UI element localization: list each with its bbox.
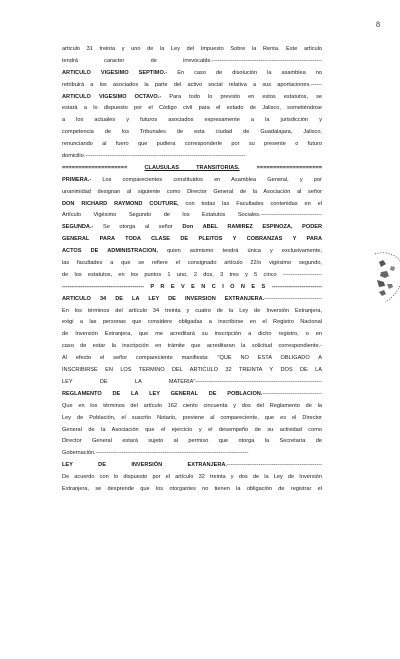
document-line [62, 246, 322, 258]
document-line [62, 329, 322, 341]
line-segment: a los actuales y futuros asociados expresamente a la jurisdicción y [62, 117, 322, 124]
document-line [62, 365, 322, 377]
line-segment: De acuerdo con lo dispuesto por el artículo 32 treinta y dos de la Ley de Inversión [62, 474, 322, 481]
line-segment: Director General estará sujeto al permiso que otorga la Secretaría de [62, 438, 322, 445]
document-line [62, 92, 322, 104]
line-segment: REGLAMENTO DE LA LEY GENERAL DE POBLACION. [62, 390, 263, 397]
line-segment: de Inversión Extranjera, que me acreditará su inscripción a dicho registro, o en [62, 331, 322, 338]
line-segment: quien asimismo tendrá única y exclusivamente, [157, 248, 322, 255]
line-segment: P R E V E N C I O N E S [150, 283, 266, 290]
line-segment: LEY DE LA MATERIA"-------------------------------------------------------------------- [62, 378, 322, 385]
document-line [62, 80, 322, 92]
line-segment: -------------------------------------------- [62, 283, 151, 290]
document-line [62, 210, 322, 222]
document-line [62, 103, 322, 115]
line-segment: renunciando al fuero que pudiera corresponderle por su presente o futuro [62, 141, 322, 148]
document-line [62, 115, 322, 127]
line-segment: PRIMERA.- [62, 176, 92, 183]
line-segment: las facultades a que se refiere el consignado artículo 22/o vigésimo segundo, [62, 260, 322, 267]
line-segment: Don ABEL RAMIREZ ESPINOZA, PODER [182, 224, 322, 231]
document-line [62, 460, 322, 472]
line-segment: ==================== [239, 164, 322, 171]
document-line [62, 163, 322, 175]
line-segment: unanimidad designan al siguiente como Director General de la Asociación al señor [62, 188, 322, 195]
line-segment: Para todo lo previsto en estos estatutos, se [161, 93, 322, 100]
document-line [62, 127, 322, 139]
line-segment: tendrá caracter de irrevocable.----------------------------------------------------------- [62, 57, 322, 64]
line-segment: GENERAL PARA TODA CLASE DE PLEITOS Y COBRANZAS Y PARA [62, 236, 322, 243]
line-segment: ARTICULO VIGESIMO SEPTIMO.- [62, 69, 168, 76]
line-segment: DON RICHARD RAYMOND COUTURE, [62, 200, 179, 207]
line-segment: Artículo Vigésimo Segundo de los Estatutos Sociales.--------------------------------- [62, 212, 322, 219]
line-segment: En caso de disolución la asamblea no [167, 69, 322, 76]
line-segment: Gobernación.---------------------------------------------------------------------------------- [62, 450, 249, 457]
line-segment: INSCRIBIRSE EN LOS TERMINO DEL ARTICULO 32 TREINTA Y DOS DE LA [62, 367, 322, 374]
line-segment: con todas las Facultades contenidas en el [178, 200, 322, 207]
line-segment: Extranjera, se desprende que los otorgantes no tienen la obligación de registrar el [62, 485, 322, 492]
document-line [62, 401, 322, 413]
document-line [62, 222, 322, 234]
line-segment: ==================== [62, 164, 145, 171]
line-segment: domicilio.-------------------------------------------------------------------------------------- [62, 153, 246, 160]
document-line [62, 187, 322, 199]
line-segment: ACTOS DE ADMINISTRACION, [62, 248, 158, 255]
line-segment: estará a lo dispuesto por el Código civil para el estado de Jalisco, sometiéndose [62, 105, 322, 112]
line-segment: Se otorga al señor [93, 224, 183, 231]
line-segment: de los estatutos, en los puntos 1 uno, 2 dos, 3 tres y 5 cinco --------------------- [62, 271, 322, 278]
line-segment: exigi a las personas que considere obligadas a inscribirse en el Registro Nacional [62, 319, 322, 326]
document-line [62, 436, 322, 448]
line-segment: ------------------------------- [264, 295, 322, 302]
document-line [62, 353, 322, 365]
document-line [62, 306, 322, 318]
line-segment: retribuirá a los asociados la parte del activo social relativa a sus aportaciones.------ [62, 81, 322, 88]
page-number: 8 [376, 20, 380, 29]
line-segment: Los comparecientes constituidos en Asamblea General, y por [91, 176, 322, 183]
document-line [62, 68, 322, 80]
line-segment: caso de estar la inscripción en trámite que acreditaran la solicitud correspondiente.- [62, 343, 322, 350]
line-segment: LEY DE INVERSIÓN EXTRANJERA. [62, 462, 227, 469]
document-line [62, 44, 322, 56]
document-line [62, 151, 322, 163]
document-body [62, 44, 322, 496]
document-line [62, 56, 322, 68]
document-line [62, 317, 322, 329]
document-line [62, 175, 322, 187]
line-segment: articulo 31 treinta y uno de la Ley del Impuesto Sobre la Renta. Este articulo [62, 46, 322, 52]
line-segment: competencia de los Tribunales de esta ciudad de Guadalajara, Jalisco, [62, 129, 322, 136]
line-segment: Que en los términos del artículo 162 ciento cincuenta y dos del Reglamento de la [62, 402, 322, 409]
document-line [62, 413, 322, 425]
line-segment: Ley de Población, el suscrito Notario, previene al compareciente, que es el Director [62, 414, 322, 421]
line-segment: SEGUNDA.- [62, 224, 94, 231]
line-segment: General de la Asociación que el ejercicio y el desempeño de su actividad como [62, 426, 322, 433]
document-line [62, 448, 322, 460]
document-line [62, 472, 322, 484]
document-line [62, 282, 322, 294]
line-segment: -------------------------------- [262, 390, 322, 397]
line-segment: --------------------------- [265, 283, 322, 290]
notary-seal-stamp [367, 248, 400, 308]
line-segment: CLAUSULAS TRANSITORIAS. [144, 164, 240, 171]
document-line [62, 234, 322, 246]
document-line [62, 341, 322, 353]
document-line [62, 270, 322, 282]
document-line [62, 377, 322, 389]
line-segment: Al efecto el señor compareciente manifiesta: "QUE NO ESTA OBLIGADO A [62, 355, 322, 362]
line-segment: ARTICULO VIGESIMO OCTAVO.- [62, 93, 162, 100]
line-segment: --------------------------------------------------- [226, 462, 322, 469]
line-segment: ARTICULO 34 DE LA LEY DE INVERSION EXTRANJERA. [62, 295, 265, 302]
document-line [62, 258, 322, 270]
document-line [62, 139, 322, 151]
document-line [62, 484, 322, 496]
line-segment: En los términos del artículo 34 treinta y cuatro de la Ley de Inversión Extranjera, [62, 307, 322, 314]
document-line [62, 425, 322, 437]
document-line [62, 199, 322, 211]
document-line [62, 294, 322, 306]
document-line [62, 389, 322, 401]
